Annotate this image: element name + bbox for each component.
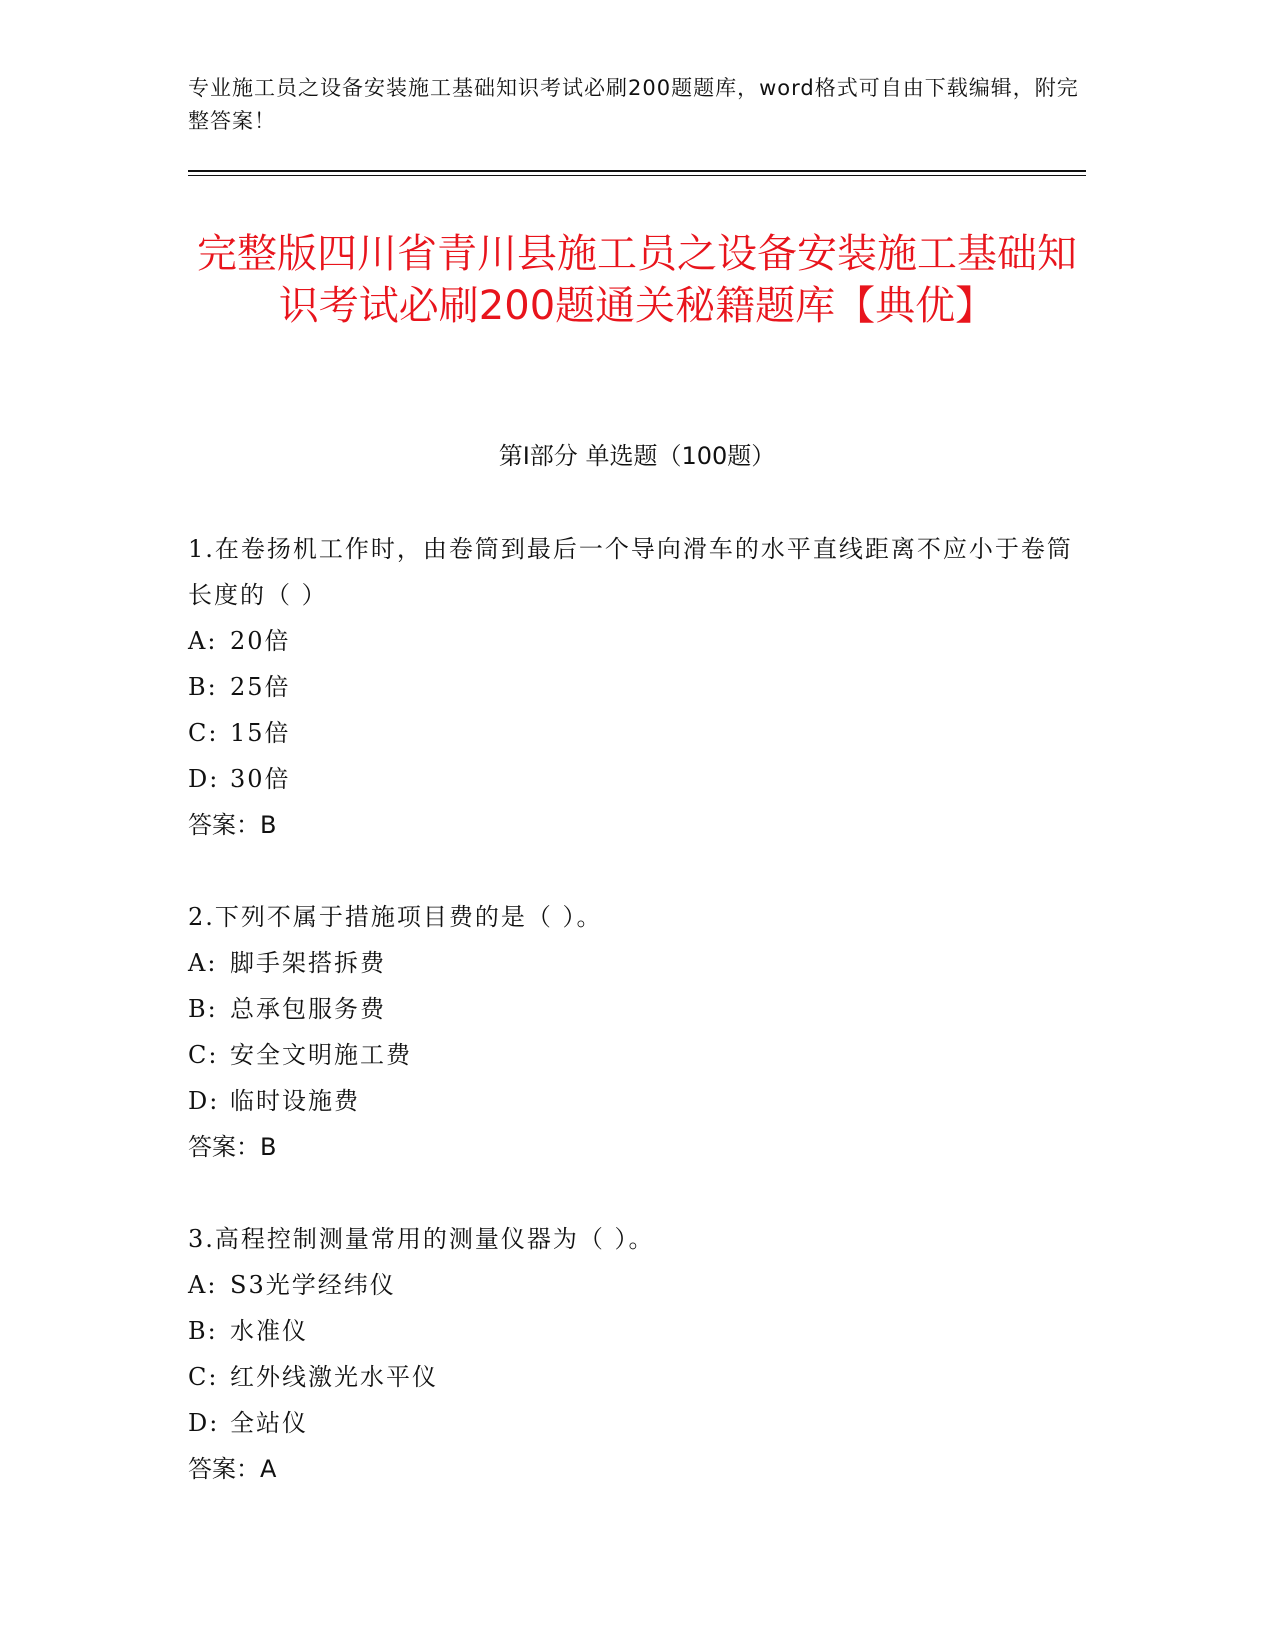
question-stem: 3.高程控制测量常用的测量仪器为（ ）。 xyxy=(188,1225,655,1253)
option-label: D: xyxy=(188,1087,220,1115)
question-2 xyxy=(188,894,1086,1170)
question-stem: 2.下列不属于措施项目费的是（ ）。 xyxy=(188,903,603,931)
option-c xyxy=(188,1032,1086,1078)
question-list xyxy=(188,526,1086,1538)
question-1 xyxy=(188,526,1086,848)
option-label: C: xyxy=(188,1363,219,1391)
option-c xyxy=(188,710,1086,756)
document-title: 完整版四川省青川县施工员之设备安装施工基础知识考试必刷200题通关秘籍题库【典优】 xyxy=(197,231,1077,329)
option-text: 临时设施费 xyxy=(230,1087,360,1115)
option-text: S3光学经纬仪 xyxy=(230,1271,396,1299)
option-c xyxy=(188,1354,1086,1400)
option-label: A: xyxy=(188,1271,218,1299)
option-d xyxy=(188,1078,1086,1124)
option-text: 总承包服务费 xyxy=(230,995,386,1023)
option-label: B: xyxy=(188,673,218,701)
option-text: 水准仪 xyxy=(230,1317,308,1345)
answer: 答案：A xyxy=(188,1455,277,1483)
option-label: A: xyxy=(188,949,218,977)
option-text: 15倍 xyxy=(230,719,291,747)
header-divider-thin xyxy=(188,175,1086,176)
option-label: B: xyxy=(188,995,218,1023)
option-text: 脚手架搭拆费 xyxy=(230,949,386,977)
option-d xyxy=(188,756,1086,802)
option-a xyxy=(188,618,1086,664)
option-label: D: xyxy=(188,765,220,793)
option-label: A: xyxy=(188,627,218,655)
option-label: C: xyxy=(188,1041,219,1069)
option-d xyxy=(188,1400,1086,1446)
section-title: 第I部分 单选题（100题） xyxy=(498,442,776,470)
option-label: D: xyxy=(188,1409,220,1437)
answer: 答案：B xyxy=(188,811,277,839)
answer: 答案：B xyxy=(188,1133,277,1161)
option-b xyxy=(188,986,1086,1032)
header-note: 专业施工员之设备安装施工基础知识考试必刷200题题库，word格式可自由下载编辑，附完整答案！ xyxy=(188,76,1079,133)
option-label: C: xyxy=(188,719,219,747)
option-a xyxy=(188,940,1086,986)
option-text: 全站仪 xyxy=(230,1409,308,1437)
option-label: B: xyxy=(188,1317,218,1345)
question-3 xyxy=(188,1216,1086,1492)
option-b xyxy=(188,1308,1086,1354)
option-text: 25倍 xyxy=(230,673,291,701)
option-text: 30倍 xyxy=(230,765,291,793)
question-stem: 1.在卷扬机工作时，由卷筒到最后一个导向滑车的水平直线距离不应小于卷筒长度的（ ） xyxy=(188,535,1073,609)
option-a xyxy=(188,1262,1086,1308)
option-b xyxy=(188,664,1086,710)
option-text: 红外线激光水平仪 xyxy=(230,1363,438,1391)
header-divider-thick xyxy=(188,170,1086,172)
option-text: 20倍 xyxy=(230,627,291,655)
option-text: 安全文明施工费 xyxy=(230,1041,412,1069)
